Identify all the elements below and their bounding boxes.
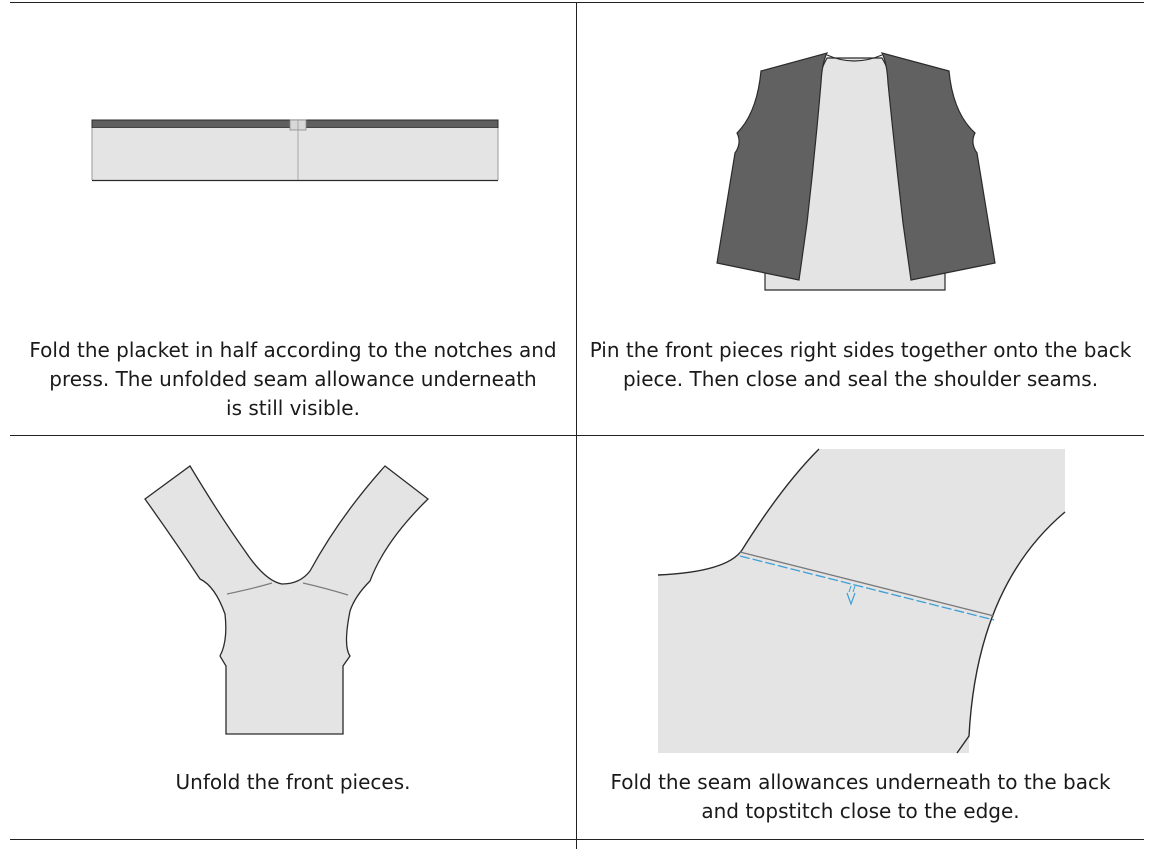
unfolded-front-illustration — [10, 436, 576, 746]
caption-line: Fold the placket in half according to the notches and — [29, 338, 557, 362]
caption-line: Fold the seam allowances underneath to the back — [610, 770, 1111, 794]
caption-line: and topstitch close to the edge. — [701, 799, 1020, 823]
bottom-rule — [10, 839, 1144, 840]
step-3-caption — [10, 768, 576, 797]
placket-illustration — [10, 3, 576, 303]
caption-line: Unfold the front pieces. — [175, 770, 411, 794]
step-4-cell — [577, 436, 1144, 839]
vest-illustration — [577, 3, 1144, 303]
caption-line: press. The unfolded seam allowance underneath — [49, 367, 537, 391]
step-3-cell — [10, 436, 576, 839]
caption-line: piece. Then close and seal the shoulder seams. — [622, 367, 1099, 391]
caption-line: is still visible. — [226, 396, 360, 420]
topstitch-detail-illustration — [577, 436, 1144, 756]
step-1-cell — [10, 3, 576, 435]
step-2-caption — [577, 336, 1144, 394]
caption-line: Pin the front pieces right sides together onto the back — [589, 338, 1132, 362]
step-1-caption — [10, 336, 576, 423]
step-4-caption — [577, 768, 1144, 826]
step-2-cell — [577, 3, 1144, 435]
